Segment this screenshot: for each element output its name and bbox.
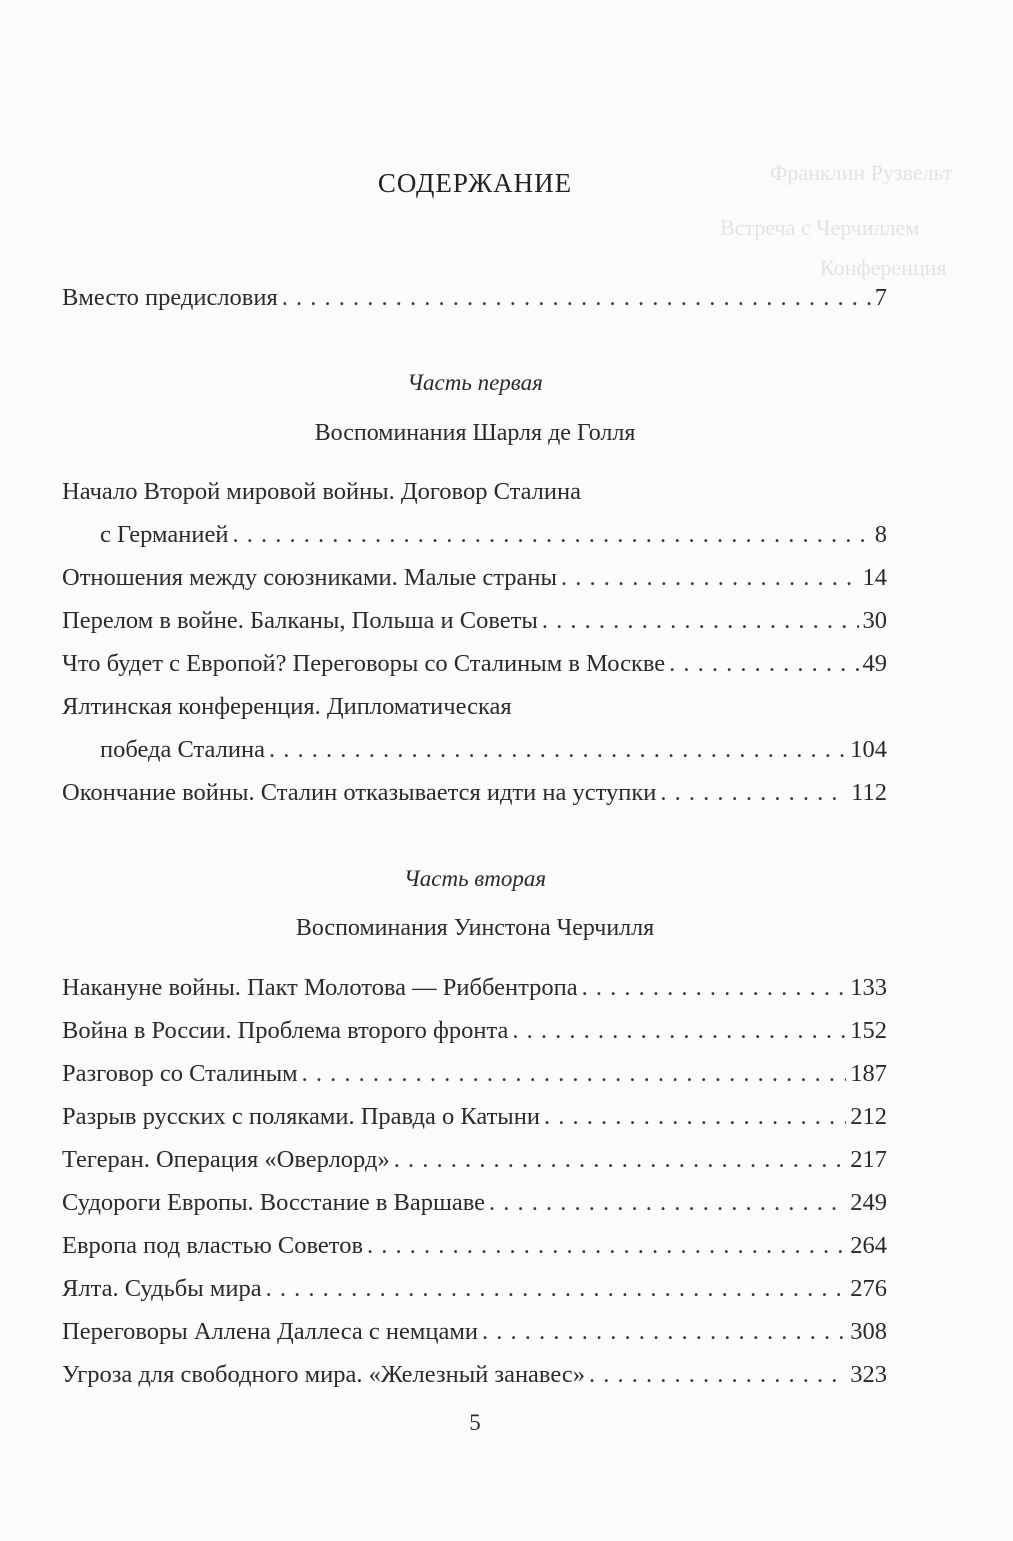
toc-entry-page: 30 <box>862 607 887 634</box>
toc-entry-page: 133 <box>850 974 887 1001</box>
leader-dots <box>489 1188 846 1218</box>
toc-entry <box>62 563 887 595</box>
part-one-subtitle: Воспоминания Шарля де Голля <box>314 420 636 446</box>
leader-dots <box>561 563 858 593</box>
toc-entry-title-continued: с Германией <box>100 521 229 548</box>
leader-dots <box>669 649 858 679</box>
toc-entry-page: 152 <box>850 1017 887 1044</box>
toc-entry-page: 276 <box>850 1275 887 1302</box>
toc-entry <box>62 1360 887 1392</box>
toc-entry-page: 104 <box>850 736 887 763</box>
toc-entry-title: Вместо предисловия <box>62 284 278 311</box>
leader-dots <box>582 973 847 1003</box>
toc-entry <box>100 735 887 767</box>
leader-dots <box>542 606 859 636</box>
toc-entry-title: Накануне войны. Пакт Молотова — Риббентропа <box>62 974 578 1001</box>
toc-entry-page: 212 <box>850 1103 887 1130</box>
toc-entry-page: 264 <box>850 1232 887 1259</box>
toc-entry-title: Разрыв русских с поляками. Правда о Катыни <box>62 1103 540 1130</box>
toc-entry <box>62 778 887 810</box>
toc-entry <box>100 520 887 552</box>
toc-entry-page: 187 <box>850 1060 887 1087</box>
leader-dots <box>269 735 846 765</box>
toc-entry <box>62 1274 887 1306</box>
toc-entry-title: Начало Второй мировой войны. Договор Сталина <box>62 478 582 505</box>
leader-dots <box>544 1102 846 1132</box>
toc-entry <box>62 973 887 1005</box>
toc-entry-page: 249 <box>850 1189 887 1216</box>
bleed-through-text: Франклин Рузвельт <box>770 160 953 185</box>
leader-dots <box>266 1274 847 1304</box>
toc-entry <box>62 606 887 638</box>
toc-entry-title: Отношения между союзниками. Малые страны <box>62 564 558 591</box>
toc-entry-title: Тегеран. Операция «Оверлорд» <box>62 1146 390 1173</box>
leader-dots <box>282 283 871 313</box>
toc-entry-title: Ялтинская конференция. Дипломатическая <box>62 693 512 720</box>
bleed-through-text: Конференция <box>820 255 947 280</box>
toc-entry <box>62 649 887 681</box>
toc-entry-title-continued: победа Сталина <box>100 736 265 763</box>
toc-entry-title: Переговоры Аллена Даллеса с немцами <box>62 1318 478 1345</box>
toc-entry-title: Окончание войны. Сталин отказывается идти на уступки <box>62 779 657 806</box>
toc-entry-page: 308 <box>850 1318 887 1345</box>
toc-entry-page: 7 <box>874 284 887 311</box>
toc-entry <box>62 1145 887 1177</box>
leader-dots <box>512 1016 846 1046</box>
toc-entry <box>62 1016 887 1048</box>
toc-entry-title: Судороги Европы. Восстание в Варшаве <box>62 1189 486 1216</box>
page-number: 5 <box>469 1410 481 1435</box>
toc-entry-page: 112 <box>851 779 887 806</box>
toc-entry-page: 217 <box>850 1146 887 1173</box>
leader-dots <box>232 520 870 550</box>
toc-entry-title: Ялта. Судьбы мира <box>62 1275 262 1302</box>
leader-dots <box>367 1231 846 1261</box>
toc-entry-intro <box>62 283 887 315</box>
leader-dots <box>589 1360 846 1390</box>
toc-entry-page: 49 <box>862 650 887 677</box>
toc-entry-title: Разговор со Сталиным <box>62 1060 298 1087</box>
toc-entry-title: Европа под властью Советов <box>62 1232 364 1259</box>
part-two-label: Часть вторая <box>403 866 547 891</box>
toc-entry <box>62 1059 887 1091</box>
toc-entry <box>62 1188 887 1220</box>
bleed-through-text: Встреча с Черчиллем <box>720 215 920 240</box>
toc-entry-title: Перелом в войне. Балканы, Польша и Советы <box>62 607 538 634</box>
toc-entry-title: Война в России. Проблема второго фронта <box>62 1017 509 1044</box>
toc-entry <box>62 1102 887 1134</box>
toc-entry-page: 8 <box>874 521 887 548</box>
leader-dots <box>302 1059 847 1089</box>
toc-entry <box>62 1317 887 1349</box>
toc-entry-page: 323 <box>850 1361 887 1388</box>
leader-dots <box>394 1145 847 1175</box>
leader-dots <box>660 778 847 808</box>
toc-entry-page: 14 <box>862 564 887 591</box>
part-one-label: Часть первая <box>407 370 543 395</box>
leader-dots <box>482 1317 846 1347</box>
page-title: СОДЕРЖАНИЕ <box>377 168 573 198</box>
toc-entry-title: Что будет с Европой? Переговоры со Сталиным в Москве <box>62 650 666 677</box>
part-two-subtitle: Воспоминания Уинстона Черчилля <box>295 915 655 941</box>
toc-entry-title: Угроза для свободного мира. «Железный занавес» <box>62 1361 585 1388</box>
toc-entry <box>62 1231 887 1263</box>
